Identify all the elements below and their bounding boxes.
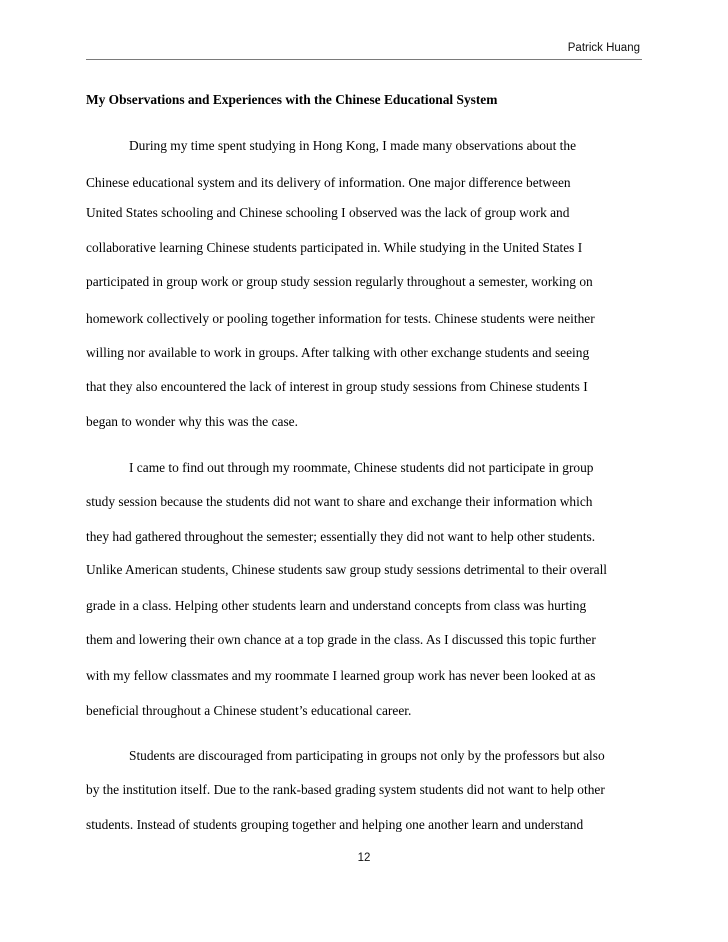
text-line: I came to find out through my roommate, Chinese students did not participate in group xyxy=(129,460,594,475)
header-rule xyxy=(86,59,642,60)
text-line: study session because the students did not want to share and exchange their information which xyxy=(86,494,593,509)
text-line: grade in a class. Helping other students learn and understand concepts from class was hurting xyxy=(86,598,587,613)
text-line: students. Instead of students grouping together and helping one another learn and understand xyxy=(86,817,584,832)
text-line: that they also encountered the lack of interest in group study sessions from Chinese students I xyxy=(86,379,588,394)
page-number: 12 xyxy=(357,852,371,864)
text-line: by the institution itself. Due to the rank-based grading system students did not want to help other xyxy=(86,782,605,797)
text-line: United States schooling and Chinese schooling I observed was the lack of group work and xyxy=(86,205,570,220)
text-line: beneficial throughout a Chinese student’s educational career. xyxy=(86,703,412,718)
text-line: they had gathered throughout the semester; essentially they did not want to help other students. xyxy=(86,529,596,544)
document-title: My Observations and Experiences with the Chinese Educational System xyxy=(86,92,498,107)
text-line: willing nor available to work in groups. After talking with other exchange students and seeing xyxy=(86,345,590,360)
text-line: began to wonder why this was the case. xyxy=(86,414,298,429)
text-line: Unlike American students, Chinese students saw group study sessions detrimental to their overall xyxy=(86,562,608,577)
text-line: Chinese educational system and its delivery of information. One major difference between xyxy=(86,175,571,190)
text-line: homework collectively or pooling together information for tests. Chinese students were neither xyxy=(86,311,595,326)
text-line: During my time spent studying in Hong Kong, I made many observations about the xyxy=(129,138,577,153)
text-line: with my fellow classmates and my roommate I learned group work has never been looked at as xyxy=(86,668,596,683)
header-author: Patrick Huang xyxy=(567,42,640,54)
text-line: participated in group work or group study session regularly throughout a semester, working on xyxy=(86,274,593,289)
text-line: them and lowering their own chance at a top grade in the class. As I discussed this topic further xyxy=(86,632,596,647)
text-line: Students are discouraged from participating in groups not only by the professors but also xyxy=(129,748,605,763)
text-line: collaborative learning Chinese students participated in. While studying in the United States I xyxy=(86,240,583,255)
